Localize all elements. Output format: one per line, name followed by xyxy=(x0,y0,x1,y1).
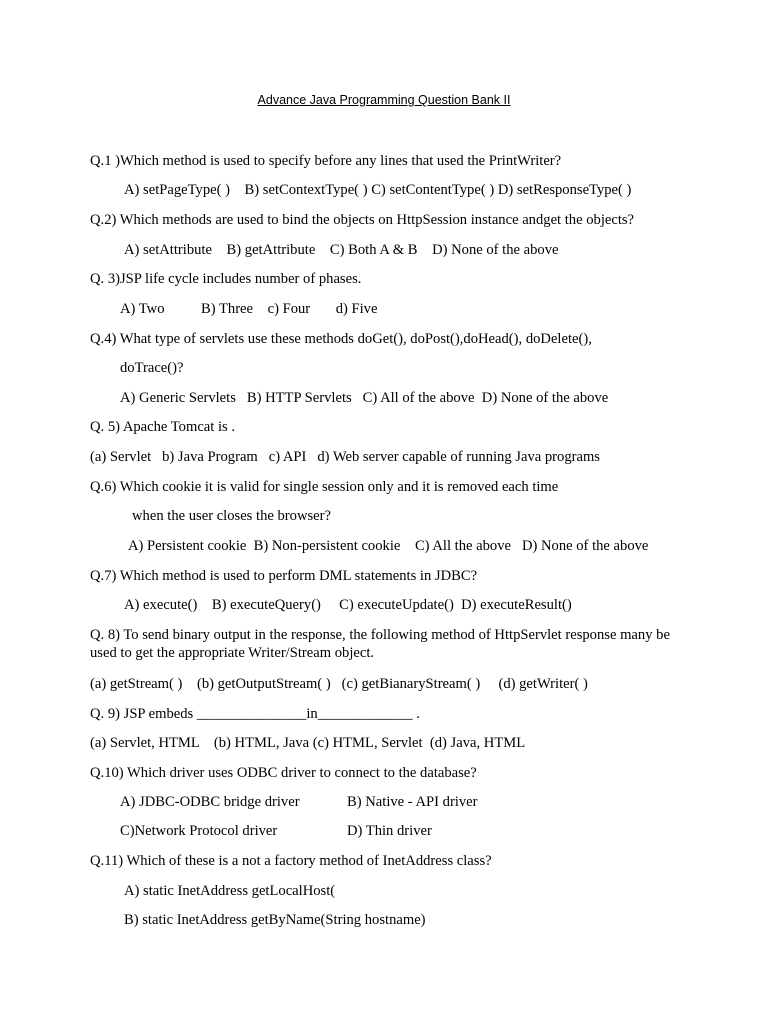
question-4-continued: doTrace()? xyxy=(120,360,184,376)
question-11-option-b: B) static InetAddress getByName(String hostname) xyxy=(124,912,426,928)
question-9-options: (a) Servlet, HTML (b) HTML, Java (c) HTML, Servlet (d) Java, HTML xyxy=(90,735,526,751)
question-4: Q.4) What type of servlets use these methods doGet(), doPost(),doHead(), doDelete(), xyxy=(90,331,592,347)
question-1: Q.1 )Which method is used to specify before any lines that used the PrintWriter? xyxy=(90,153,562,169)
question-3-options: A) Two B) Three c) Four d) Five xyxy=(120,301,378,317)
question-1-options: A) setPageType( ) B) setContextType( ) C) setContentType( ) D) setResponseType( ) xyxy=(124,182,632,198)
question-5: Q. 5) Apache Tomcat is . xyxy=(90,419,236,435)
document-title: Advance Java Programming Question Bank II xyxy=(257,93,511,107)
question-11-option-a: A) static InetAddress getLocalHost( xyxy=(124,883,336,899)
question-2-options: A) setAttribute B) getAttribute C) Both A & B D) None of the above xyxy=(124,242,559,258)
question-10-option-c: C)Network Protocol driver xyxy=(120,823,278,839)
question-6-continued: when the user closes the browser? xyxy=(132,508,331,524)
question-8-options: (a) getStream( ) (b) getOutputStream( ) (c) getBianaryStream( ) (d) getWriter( ) xyxy=(90,676,588,692)
question-11: Q.11) Which of these is a not a factory method of InetAddress class? xyxy=(90,853,492,869)
question-10: Q.10) Which driver uses ODBC driver to connect to the database? xyxy=(90,765,477,781)
question-7-options: A) execute() B) executeQuery() C) executeUpdate() D) executeResult() xyxy=(124,597,572,613)
question-5-options: (a) Servlet b) Java Program c) API d) Web server capable of running Java programs xyxy=(90,449,600,465)
question-10-option-b: B) Native - API driver xyxy=(347,794,478,810)
question-10-option-d: D) Thin driver xyxy=(347,823,432,839)
question-6-options: A) Persistent cookie B) Non-persistent cookie C) All the above D) None of the above xyxy=(128,538,649,554)
question-4-options: A) Generic Servlets B) HTTP Servlets C) All of the above D) None of the above xyxy=(120,390,609,406)
question-3: Q. 3)JSP life cycle includes number of phases. xyxy=(90,271,362,287)
question-8: Q. 8) To send binary output in the response, the following method of HttpServlet response many be used to get the appropriate Writer/Stream object. xyxy=(90,627,670,661)
question-9: Q. 9) JSP embeds _______________in_____________ . xyxy=(90,706,420,722)
question-2: Q.2) Which methods are used to bind the objects on HttpSession instance andget the objects? xyxy=(90,212,635,228)
question-7: Q.7) Which method is used to perform DML statements in JDBC? xyxy=(90,568,478,584)
question-10-option-a: A) JDBC-ODBC bridge driver xyxy=(120,794,300,810)
question-6: Q.6) Which cookie it is valid for single session only and it is removed each time xyxy=(90,479,559,495)
